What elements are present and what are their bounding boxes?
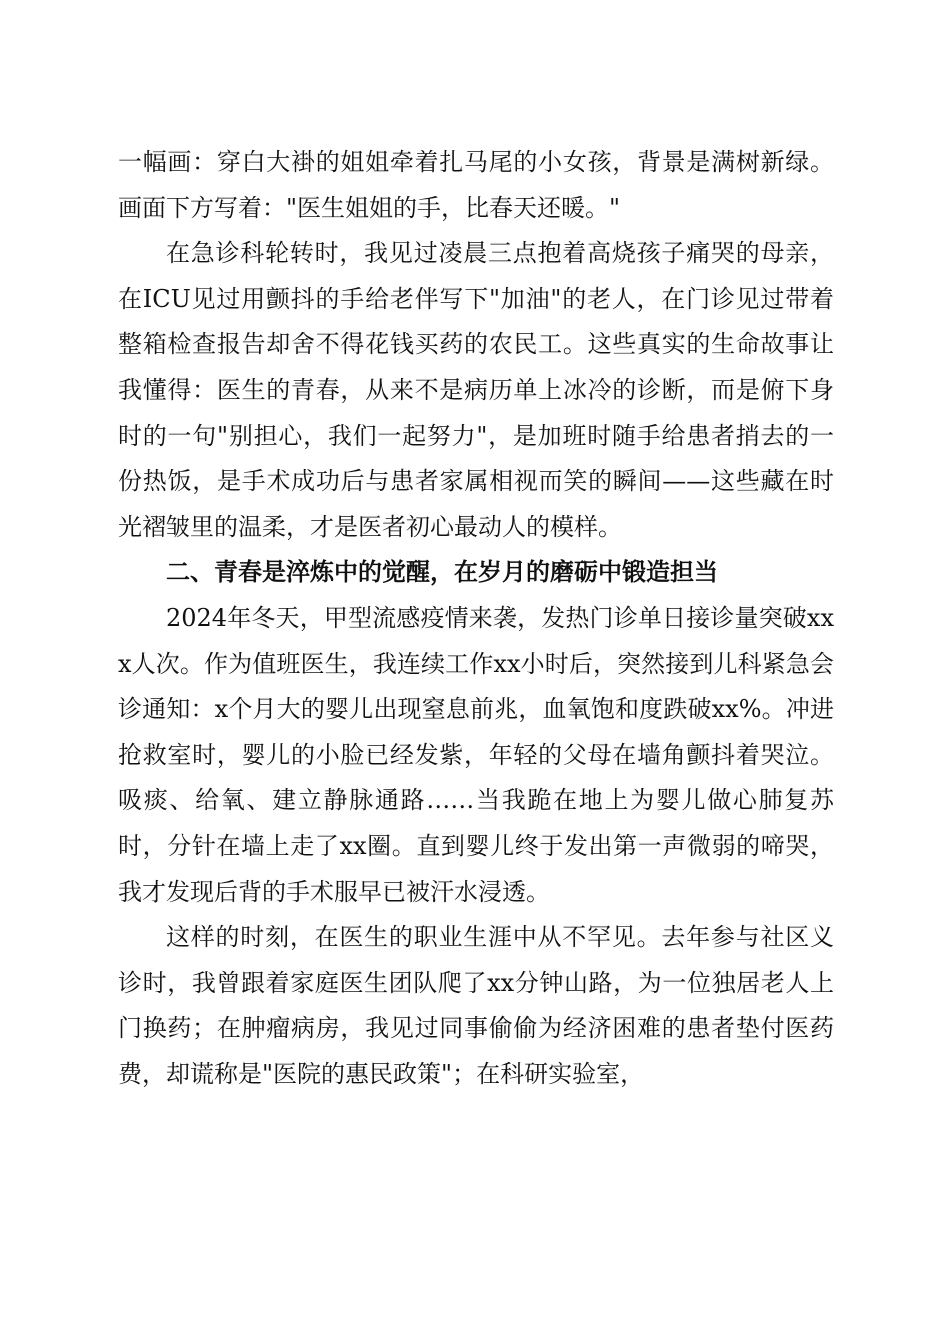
paragraph-emergency-rotation: 在急诊科轮转时，我见过凌晨三点抱着高烧孩子痛哭的母亲，在ICU见过用颤抖的手给老伴写下"加油"的老人，在门诊见过带着整箱检查报告却舍不得花钱买药的农民工。这些真实的生命故事让我懂得：医生的青春，从来不是病历单上冰冷的诊断，而是俯下身时的一句"别担心，我们一起努力"，是加班时随手给患者捎去的一份热饭，是手术成功后与患者家属相视而笑的瞬间——这些藏在时光褶皱里的温柔，才是医者初心最动人的模样。 [118,239,834,541]
paragraph-flu-winter: 2024年冬天，甲型流感疫情来袭，发热门诊单日接诊量突破xxx人次。作为值班医生，我连续工作xx小时后，突然接到儿科紧急会诊通知：x个月大的婴儿出现窒息前兆，血氧饱和度跌破xx%。冲进抢救室时，婴儿的小脸已经发紫，年轻的父母在墙角颤抖着哭泣。吸痰、给氧、建立静脉通路……当我跪在地上为婴儿做心肺复苏时，分针在墙上走了xx圈。直到婴儿终于发出第一声微弱的啼哭，我才发现后背的手术服早已被汗水浸透。 [118,603,834,906]
section-heading-two: 二、青春是淬炼中的觉醒，在岁月的磨砺中锻造担当 [166,558,718,587]
document-body [118,140,834,1097]
paragraph-continuation: 一幅画：穿白大褂的姐姐牵着扎马尾的小女孩，背景是满树新绿。画面下方写着："医生姐姐的手，比春天还暖。" [118,148,834,222]
paragraph-such-moments: 这样的时刻，在医生的职业生涯中从不罕见。去年参与社区义诊时，我曾跟着家庭医生团队爬了xx分钟山路，为一位独居老人上门换药；在肿瘤病房，我见过同事偷偷为经济困难的患者垫付医药费，却谎称是"医院的惠民政策"；在科研实验室， [118,923,834,1088]
